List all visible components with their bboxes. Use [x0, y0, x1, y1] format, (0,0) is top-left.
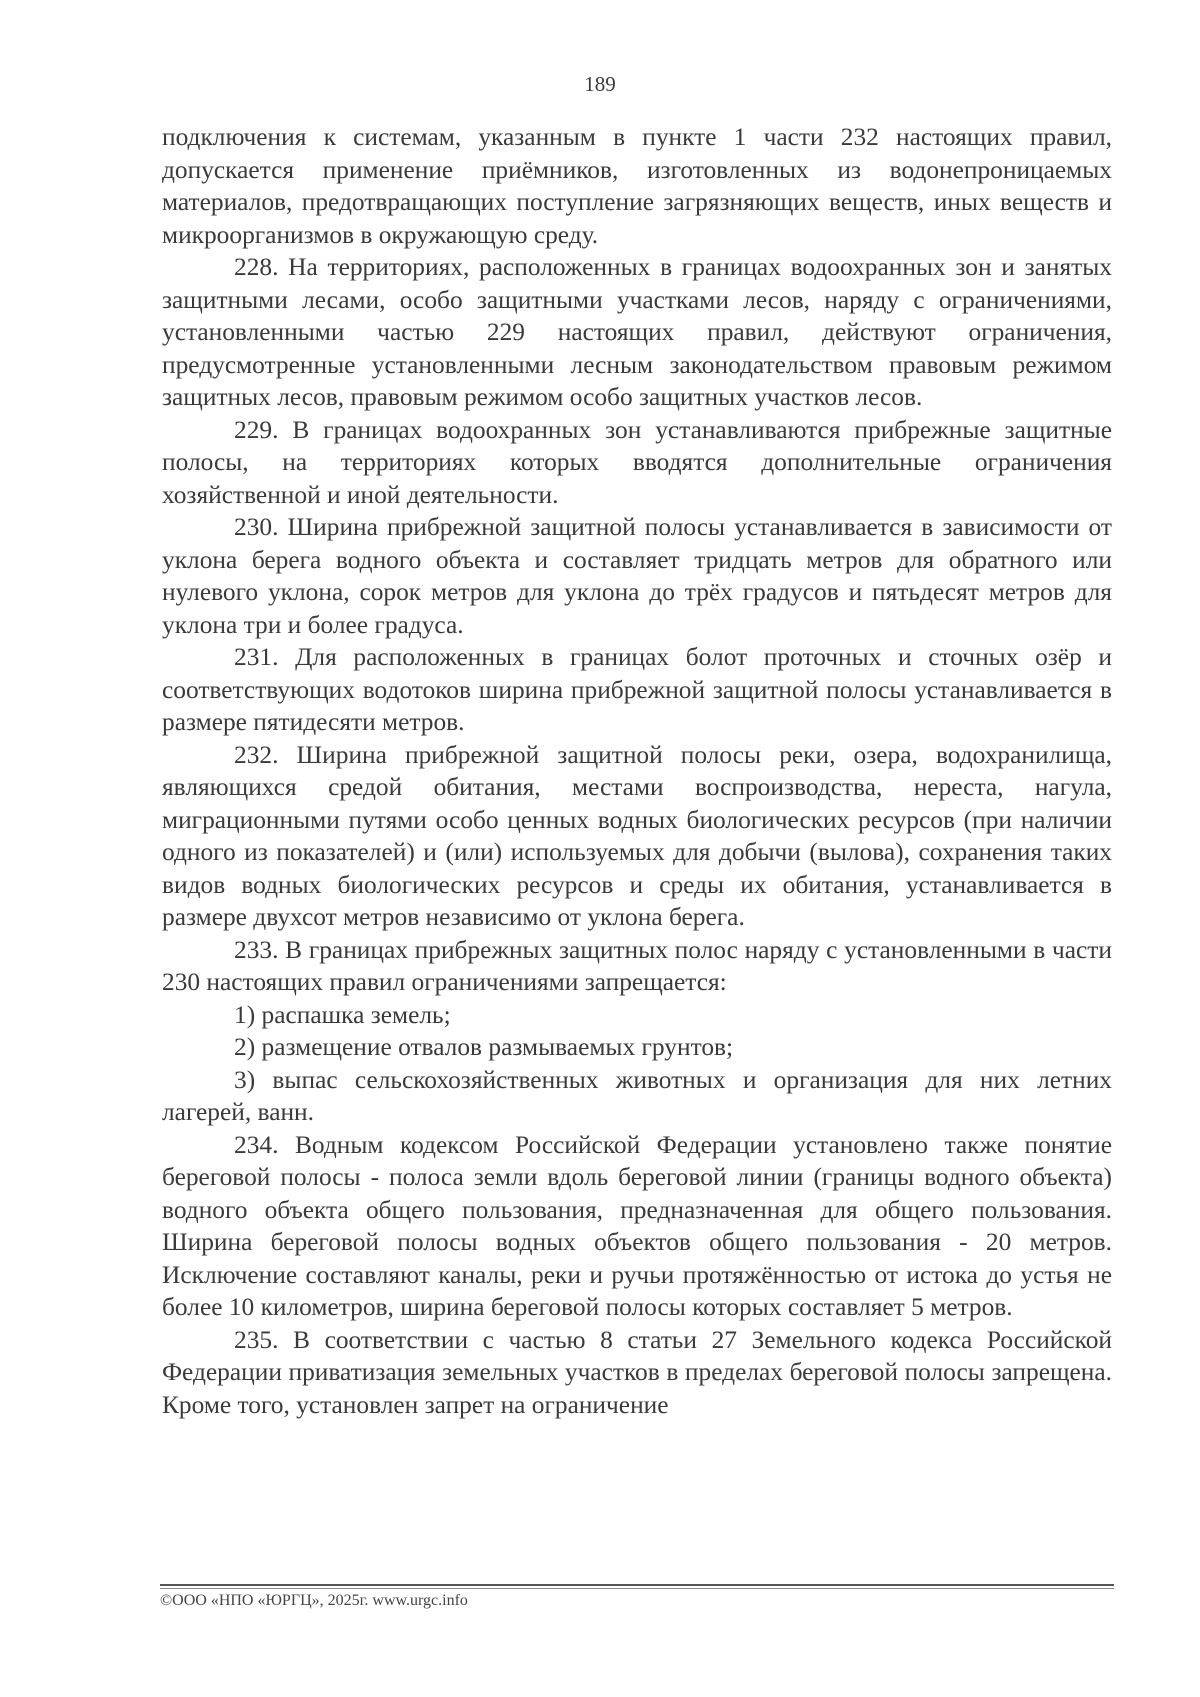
document-body — [162, 121, 1112, 1421]
paragraph-235: 235. В соответствии с частью 8 статьи 27 Земельного кодекса Российской Федерации приватизация земельных участков в пределах береговой полосы запрещена. Кроме того, установлен запрет на ограничение — [162, 1325, 1112, 1419]
list-item-1: 1) распашка земель; — [234, 1000, 451, 1029]
paragraph-228: 228. На территориях, расположенных в границах водоохранных зон и занятых защитными лесами, особо защитными участками лесов, наряду с ограничениями, установленными частью 229 настоящих правил, действуют ограничения, предусмотренные установленными лесным законодательством правовым режимом защитных лесов, правовым режимом особо защитных участков лесов. — [162, 253, 1112, 411]
paragraph-230: 230. Ширина прибрежной защитной полосы устанавливается в зависимости от уклона берега водного объекта и составляет тридцать метров для обратного или нулевого уклона, сорок метров для уклона до трёх градусов и пятьдесят метров для уклона три и более градуса. — [162, 513, 1112, 639]
paragraph-234: 234. Водным кодексом Российской Федерации установлено также понятие береговой полосы - полоса земли вдоль береговой линии (границы водного объекта) водного объекта общего пользования, предназначенная для общего пользования. Ширина береговой полосы водных объектов общего пользования - 20 метров. Исключение составляют каналы, реки и ручьи протяжённостью от истока до устья не более 10 километров, ширина береговой полосы которых составляет 5 метров. — [162, 1130, 1112, 1321]
paragraph-233: 233. В границах прибрежных защитных полос наряду с установленными в части 230 настоящих правил ограничениями запрещается: — [162, 935, 1112, 996]
footer-copyright: ©ООО «НПО «ЮРГЦ», 2025г. www.urgc.info — [160, 1592, 468, 1609]
paragraph-continuation: подключения к системам, указанным в пункте 1 части 232 настоящих правил, допускается применение приёмников, изготовленных из водонепроницаемых материалов, предотвращающих поступление загрязняющих веществ, иных веществ и микроорганизмов в окружающую среду. — [162, 123, 1112, 249]
paragraph-232: 232. Ширина прибрежной защитной полосы реки, озера, водохранилища, являющихся средой обитания, местами воспроизводства, нереста, нагула, миграционными путями особо ценных водных биологических ресурсов (при наличии одного из показателей) и (или) используемых для добычи (вылова), сохранения таких видов водных биологических ресурсов и среды их обитания, устанавливается в размере двухсот метров независимо от уклона берега. — [162, 740, 1112, 931]
footer-divider — [160, 1584, 1114, 1586]
paragraph-231: 231. Для расположенных в границах болот проточных и сточных озёр и соответствующих водотоков ширина прибрежной защитной полосы устанавливается в размере пятидесяти метров. — [162, 643, 1112, 736]
paragraph-229: 229. В границах водоохранных зон устанавливаются прибрежные защитные полосы, на территориях которых вводятся дополнительные ограничения хозяйственной и иной деятельности. — [162, 415, 1112, 509]
list-item-3: 3) выпас сельскохозяйственных животных и организация для них летних лагерей, ванн. — [162, 1065, 1112, 1126]
list-item-2: 2) размещение отвалов размываемых грунтов; — [234, 1033, 734, 1061]
footer-divider-thin — [160, 1588, 1114, 1589]
page-number: 189 — [584, 72, 616, 96]
